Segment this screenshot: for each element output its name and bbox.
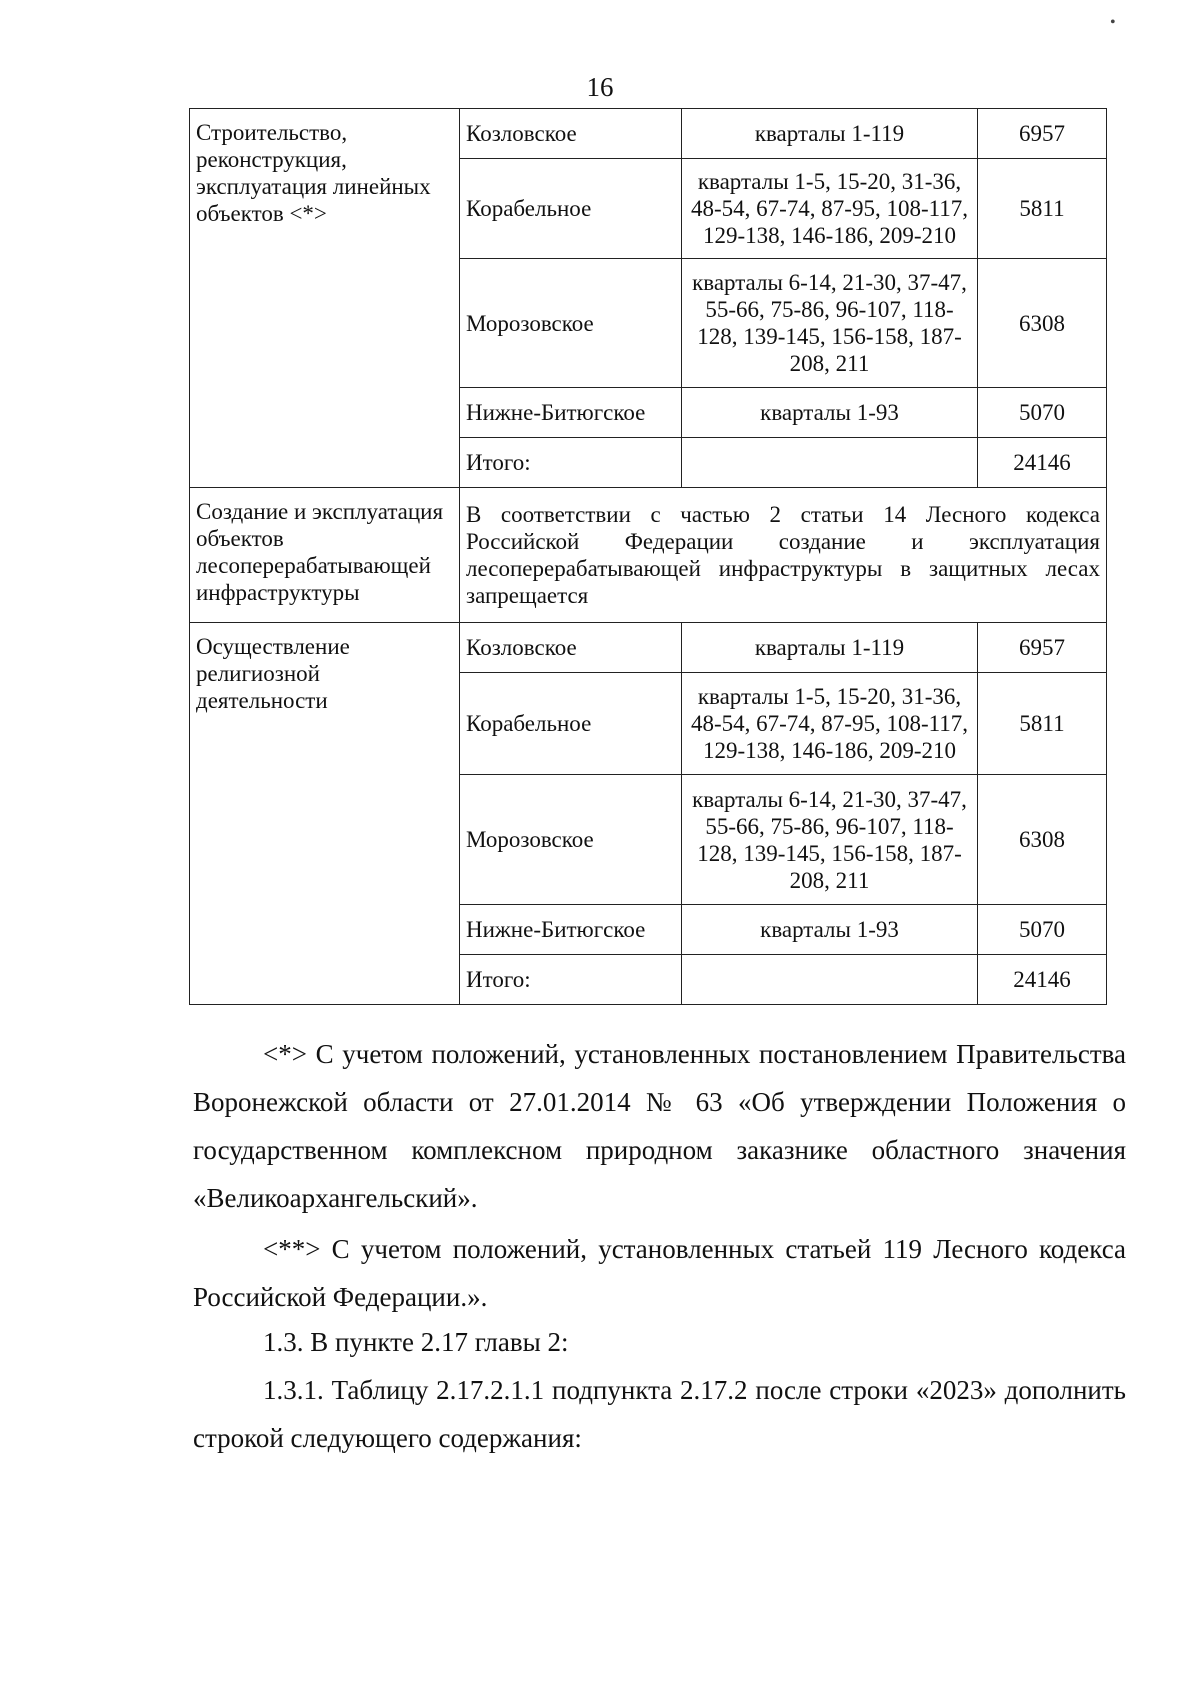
total-area-cell: 24146 [978, 438, 1107, 488]
total-label-cell: Итого: [460, 438, 682, 488]
area-cell: 6957 [978, 623, 1107, 673]
footnote-2: <**> С учетом положений, установленных статьей 119 Лесного кодекса Российской Федерации.». [193, 1234, 1126, 1312]
area-cell: 6957 [978, 109, 1107, 159]
quarters-cell: кварталы 1-119 [682, 623, 978, 673]
area-cell: 5811 [978, 673, 1107, 775]
area-cell: 6308 [978, 259, 1107, 388]
quarters-cell: кварталы 1-119 [682, 109, 978, 159]
area-cell: 5070 [978, 388, 1107, 438]
quarters-cell [682, 438, 978, 488]
table-row [190, 488, 1107, 623]
quarters-cell [682, 955, 978, 1005]
quarters-cell: кварталы 6-14, 21-30, 37-47, 55-66, 75-86, 96-107, 118-128, 139-145, 156-158, 187-208, 211 [682, 259, 978, 388]
forest-use-table [189, 108, 1107, 1005]
total-area-cell: 24146 [978, 955, 1107, 1005]
quarters-cell: кварталы 1-93 [682, 905, 978, 955]
prohibition-note-cell: В соответствии с частью 2 статьи 14 Лесного кодекса Российской Федерации создание и эксплуатация лесоперерабатывающей инфраструктуры в защитных лесах запрещается [460, 488, 1107, 623]
forestry-cell: Козловское [460, 109, 682, 159]
scan-dot: • [1110, 14, 1116, 31]
activity-cell: Осуществление религиозной деятельности [190, 623, 460, 1005]
paragraph-1-3-1: 1.3.1. Таблицу 2.17.2.1.1 подпункта 2.17.2 после строки «2023» дополнить строкой следующего содержания: [193, 1375, 1126, 1453]
forestry-cell: Корабельное [460, 159, 682, 259]
quarters-cell: кварталы 1-5, 15-20, 31-36, 48-54, 67-74, 87-95, 108-117, 129-138, 146-186, 209-210 [682, 159, 978, 259]
paragraph-1-3: 1.3. В пункте 2.17 главы 2: [263, 1327, 569, 1357]
activity-cell: Создание и эксплуатация объектов лесоперерабатывающей инфраструктуры [190, 488, 460, 623]
page-number: 16 [586, 72, 614, 102]
area-cell: 5811 [978, 159, 1107, 259]
total-label-cell: Итого: [460, 955, 682, 1005]
quarters-cell: кварталы 6-14, 21-30, 37-47, 55-66, 75-86, 96-107, 118-128, 139-145, 156-158, 187-208, 211 [682, 775, 978, 905]
quarters-cell: кварталы 1-5, 15-20, 31-36, 48-54, 67-74, 87-95, 108-117, 129-138, 146-186, 209-210 [682, 673, 978, 775]
activity-cell: Строительство, реконструкция, эксплуатация линейных объектов <*> [190, 109, 460, 488]
forestry-cell: Нижне-Битюгское [460, 905, 682, 955]
footnote-1: <*> С учетом положений, установленных постановлением Правительства Воронежской области от 27.01.2014 № 63 «Об утверждении Положения о государственном комплексном природном заказнике областного значения «Великоархангельский». [193, 1039, 1126, 1213]
forestry-cell: Козловское [460, 623, 682, 673]
table-row [190, 109, 1107, 159]
forestry-cell: Морозовское [460, 259, 682, 388]
forestry-cell: Нижне-Битюгское [460, 388, 682, 438]
area-cell: 6308 [978, 775, 1107, 905]
quarters-cell: кварталы 1-93 [682, 388, 978, 438]
table-row [190, 623, 1107, 673]
forestry-cell: Корабельное [460, 673, 682, 775]
forestry-cell: Морозовское [460, 775, 682, 905]
area-cell: 5070 [978, 905, 1107, 955]
